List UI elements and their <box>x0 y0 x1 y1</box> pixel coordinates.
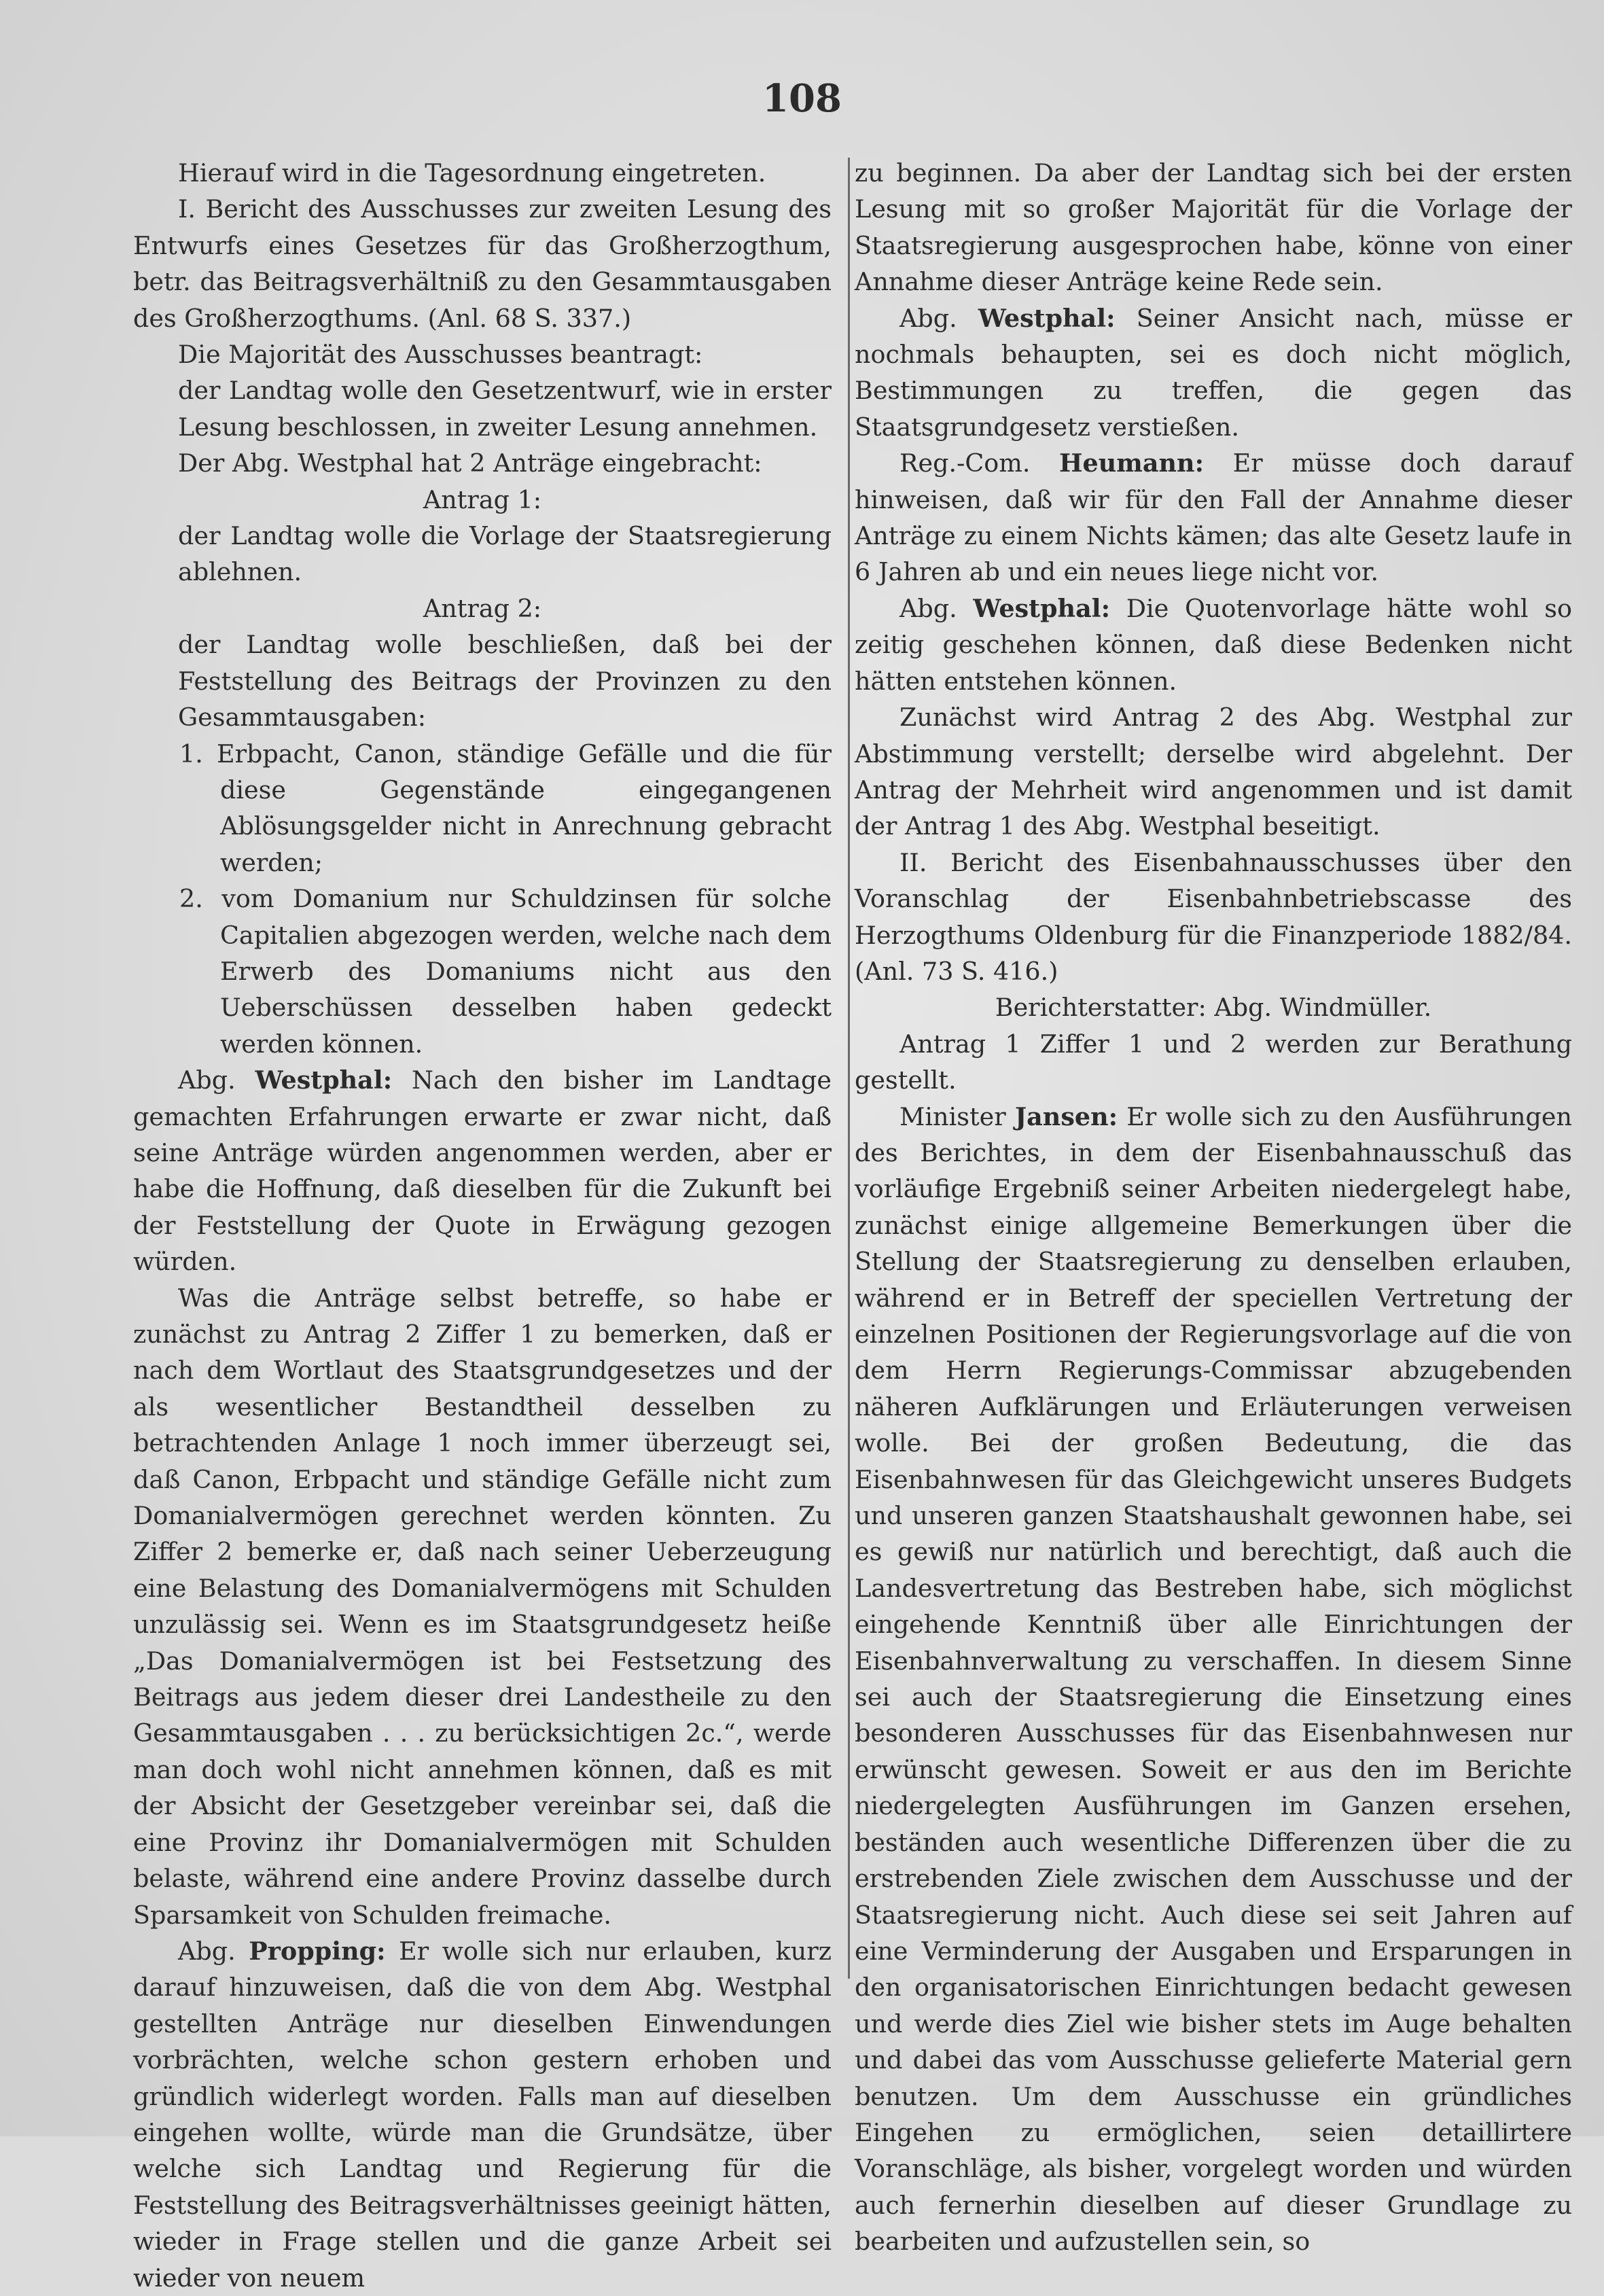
motion-heading: Antrag 1: <box>423 484 542 514</box>
speaker-title: Minister <box>899 1101 1006 1131</box>
speech-text: Er wolle sich nur erlauben, kurz darauf hinzuweisen, daß die von dem Abg. Westphal gestellten Anträge nur dieselben Einwendungen vorbrächten, welche schon gestern erhoben und gründlich widerlegt worden. Falls man auf dieselben eingehen wollte, würde man die Grundsätze, über welche sich Landtag und Regierung für die Feststellung des Beitragsverhältnisses geeinigt hätten, wieder in Frage stellen und die ganze Arbeit sei wieder von neuem <box>133 1936 832 2293</box>
speech-paragraph <box>855 300 1572 446</box>
right-column <box>855 155 1572 2260</box>
speech-paragraph <box>855 445 1572 590</box>
speaker-title: Abg. <box>899 593 957 623</box>
quoted-motion: der Landtag wolle beschließen, daß bei der Feststellung des Beitrags der Provinzen zu den Gesammtausgaben: <box>178 630 832 732</box>
paragraph: Hierauf wird in die Tagesordnung eingetreten. <box>178 158 766 188</box>
list-item: 2. vom Domanium nur Schuldzinsen für solche Capitalien abgezogen werden, welche nach dem Erwerb des Domaniums nicht aus den Ueberschüssen desselben haben gedeckt werden können. <box>179 884 832 1059</box>
section-heading-paragraph: II. Bericht des Eisenbahnausschusses über den Voranschlag der Eisenbahnbetriebscasse des Herzogthums Oldenburg für die Finanzperiode 1882/84. (Anl. 73 S. 416.) <box>855 847 1572 986</box>
left-column <box>133 155 832 2296</box>
speaker-title: Abg. <box>178 1065 236 1095</box>
speech-paragraph <box>855 1099 1572 2260</box>
speech-text: Nach den bisher im Landtage gemachten Erfahrungen erwarte er zwar nicht, daß seine Anträge würden angenommen werden, aber er habe die Hoffnung, daß dieselben für die Zukunft bei der Feststellung der Quote in Erwägung gezogen würden. <box>133 1065 832 1277</box>
speaker-name: Westphal: <box>255 1065 393 1095</box>
motion-heading: Antrag 2: <box>423 593 542 623</box>
paragraph: Die Majorität des Ausschusses beantragt: <box>178 340 703 370</box>
paragraph: zu beginnen. Da aber der Landtag sich bei der ersten Lesung mit so großer Majorität für die Vorlage der Staatsregierung ausgesprochen habe, könne von einer Annahme dieser Anträge keine Rede sein. <box>855 158 1572 297</box>
quoted-motion: der Landtag wolle den Gesetzentwurf, wie in erster Lesung beschlossen, in zweiter Lesung annehmen. <box>178 376 832 442</box>
speaker-name: Propping: <box>249 1936 386 1966</box>
speech-text: Die Quotenvorlage hätte wohl so zeitig geschehen können, daß diese Bedenken nicht hätten entstehen können. <box>855 593 1572 696</box>
speech-text: Seiner Ansicht nach, müsse er nochmals behaupten, sei es doch nicht möglich, Bestimmungen zu treffen, die gegen das Staatsgrundgesetz verstießen. <box>855 303 1572 442</box>
paragraph: Was die Anträge selbst betreffe, so habe er zunächst zu Antrag 2 Ziffer 1 zu bemerken, daß er nach dem Wortlaut des Staatsgrundgesetzes und der als wesentlicher Bestandtheil desselben zu betrachtenden Anlage 1 noch immer überzeugt sei, daß Canon, Erbpacht und ständige Gefälle nicht zum Domanialvermögen gerechnet werden könnten. Zu Ziffer 2 bemerke er, daß nach seiner Ueberzeugung eine Belastung des Domanialvermögens mit Schulden unzulässig sei. Wenn es im Staatsgrundgesetz heiße „Das Domanialvermögen ist bei Festsetzung des Beitrags aus jedem dieser drei Landestheile zu den Gesammtausgaben . . . zu berücksichtigen 2c.“, werde man doch wohl nicht annehmen können, daß es mit der Absicht der Gesetzgeber vereinbar sei, daß die eine Provinz ihr Domanialvermögen mit Schulden belaste, während eine andere Provinz dasselbe durch Sparsamkeit von Schulden freimache. <box>133 1283 832 1930</box>
speaker-name: Westphal: <box>973 593 1111 623</box>
page-number: 108 <box>762 76 842 121</box>
speech-text: Er wolle sich zu den Ausführungen des Berichtes, in dem der Eisenbahnausschuß das vorläufige Ergebniß seiner Arbeiten niedergelegt habe, zunächst einige allgemeine Bemerkungen über die Stellung der Staatsregierung zu denselben erlauben, während er in Betreff der speciellen Vertretung der einzelnen Positionen der Regierungsvorlage auf die von dem Herrn Regierungs-Commissar abzugebenden näheren Aufklärungen und Erläuterungen verweisen wolle. Bei der großen Bedeutung, die das Eisenbahnwesen für das Gleichgewicht unseres Budgets und unseren ganzen Staatshaushalt gewonnen habe, sei es gewiß nur natürlich und berechtigt, daß auch die Landesvertretung das Bestreben habe, sich möglichst eingehende Kenntniß über alle Einrichtungen der Eisenbahnverwaltung zu verschaffen. In diesem Sinne sei auch der Staatsregierung die Einsetzung eines besonderen Ausschusses für das Eisenbahnwesen nur erwünscht gewesen. Soweit er aus den im Berichte niedergelegten Ausführungen im Ganzen ersehen, beständen auch wesentliche Differenzen über die zu erstrebenden Ziele zwischen dem Ausschusse und der Staatsregierung nicht. Auch diese sei seit Jahren auf eine Verminderung der Ausgaben und Ersparungen in den organisatorischen Einrichtungen bedacht gewesen und werde dies Ziel wie bisher stets im Auge behalten und dabei das vom Ausschusse gelieferte Material gern benutzen. Um dem Ausschusse ein gründliches Eingehen zu ermöglichen, seien detaillirtere Voranschläge, als bisher, vorgelegt worden und würden auch fernerhin dieselben auf dieser Grundlage zu bearbeiten und aufzustellen sein, so <box>855 1101 1572 2257</box>
paragraph: Antrag 1 Ziffer 1 und 2 werden zur Berathung gestellt. <box>855 1029 1572 1095</box>
speaker-name: Jansen: <box>1014 1101 1118 1131</box>
speech-text: Er müsse doch darauf hinweisen, daß wir für den Fall der Annahme dieser Anträge zu einem Nichts kämen; das alte Gesetz laufe in 6 Jahren ab und ein neues liege nicht vor. <box>855 448 1572 587</box>
speaker-title: Abg. <box>178 1936 236 1966</box>
speaker-title: Reg.-Com. <box>899 448 1031 478</box>
speech-paragraph <box>133 1933 832 2296</box>
speaker-title: Abg. <box>899 303 957 333</box>
speech-paragraph <box>133 1062 832 1279</box>
rapporteur-line: Berichterstatter: Abg. Windmüller. <box>995 993 1432 1023</box>
paragraph: Der Abg. Westphal hat 2 Anträge eingebracht: <box>178 448 762 478</box>
speech-paragraph <box>855 590 1572 699</box>
speaker-name: Westphal: <box>978 303 1116 333</box>
quoted-motion: der Landtag wolle die Vorlage der Staatsregierung ablehnen. <box>178 521 832 587</box>
section-heading-paragraph: I. Bericht des Ausschusses zur zweiten Lesung des Entwurfs eines Gesetzes für das Großherzogthum, betr. das Beitragsverhältniß zu den Gesammtausgaben des Großherzogthums. (Anl. 68 S. 337.) <box>133 194 832 333</box>
list-item: 1. Erbpacht, Canon, ständige Gefälle und die für diese Gegenstände eingegangenen Ablösungsgelder nicht in Anrechnung gebracht werden; <box>179 739 832 877</box>
column-divider <box>848 158 850 1979</box>
paragraph: Zunächst wird Antrag 2 des Abg. Westphal zur Abstimmung verstellt; derselbe wird abgelehnt. Der Antrag der Mehrheit wird angenommen und ist damit der Antrag 1 des Abg. Westphal beseitigt. <box>855 703 1572 841</box>
speaker-name: Heumann: <box>1059 448 1205 478</box>
